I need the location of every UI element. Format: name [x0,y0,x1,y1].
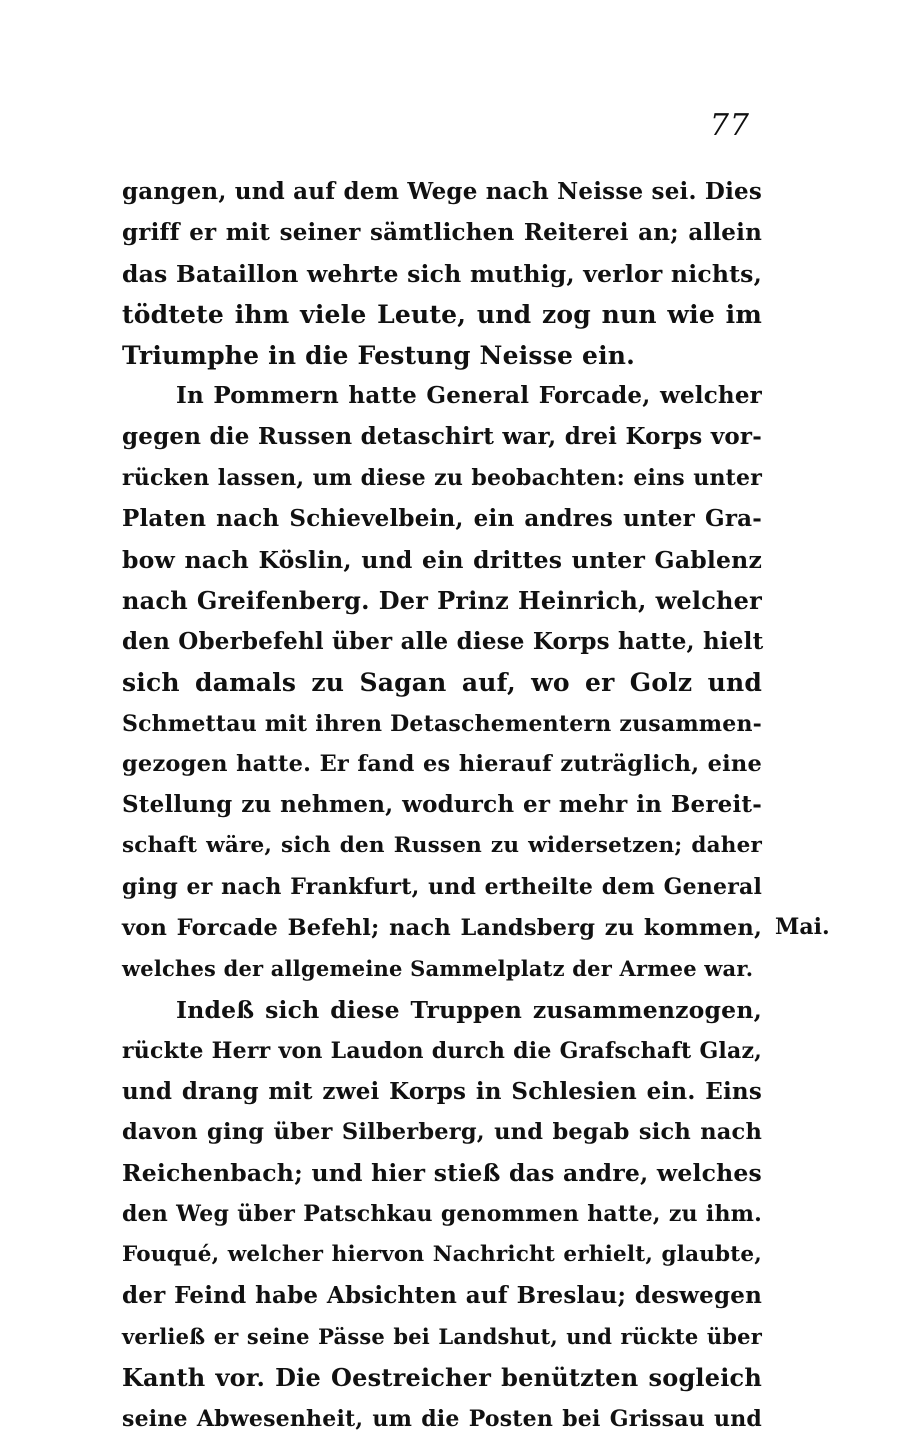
text-line: nach Greifenberg. Der Prinz Heinrich, welcher [122,585,762,615]
margin-note: Mai. [775,914,830,940]
text-line: gezogen hatte. Er fand es hierauf zuträglich, eine [122,751,762,778]
text-line: schaft wäre, sich den Russen zu widersetzen; daher [122,833,762,859]
text-line: Stellung zu nehmen, wodurch er mehr in Bereit- [122,791,762,819]
text-line: rücken lassen, um diese zu beobachten: eins unter [122,465,762,492]
text-line: Platen nach Schievelbein, ein andres unter Gra- [122,505,762,533]
text-line: In Pommern hatte General Forcade, welcher [176,382,762,410]
text-line: der Feind habe Absichten auf Breslau; deswegen [122,1282,762,1310]
text-line: Reichenbach; und hier stieß das andre, welches [122,1159,762,1188]
text-line: tödtete ihm viele Leute, und zog nun wie im [122,299,762,329]
text-line: welches der allgemeine Sammelplatz der Armee war. [122,955,754,981]
text-line: Triumphe in die Festung Neisse ein. [122,340,636,370]
text-line: den Oberbefehl über alle diese Korps hatte, hielt [122,627,764,655]
text-line: den Weg über Patschkau genommen hatte, zu ihm. [122,1201,762,1228]
text-line: Kanth vor. Die Oestreicher benützten sogleich [122,1362,762,1392]
text-line: griff er mit seiner sämtlichen Reiterei an; allein [122,218,762,246]
text-line: bow nach Köslin, und ein drittes unter Gablenz [122,546,762,575]
text-line: Fouqué, welcher hiervon Nachricht erhielt, glaubte, [122,1242,762,1268]
text-line: davon ging über Silberberg, und begab sich nach [122,1119,762,1146]
text-line: rückte Herr von Laudon durch die Grafschaft Glaz, [122,1037,762,1064]
text-line: Indeß sich diese Truppen zusammenzogen, [176,995,762,1024]
text-line: sich damals zu Sagan auf, wo er Golz und [122,667,762,697]
text-line: gegen die Russen detaschirt war, drei Korps vor- [122,423,762,451]
text-line: und drang mit zwei Korps in Schlesien ein. Eins [122,1077,762,1105]
text-line: von Forcade Befehl; nach Landsberg zu kommen, [122,915,762,942]
page-number: 77 [709,108,750,143]
body-text [122,172,762,1440]
text-line: ging er nach Frankfurt, und ertheilte dem General [122,874,762,901]
text-line: Schmettau mit ihren Detaschementern zusammen- [122,710,762,737]
text-line: gangen, und auf dem Wege nach Neisse sei. Dies [122,178,762,205]
text-line: das Bataillon wehrte sich muthig, verlor nichts, [122,259,762,288]
text-line: seine Abwesenheit, um die Posten bei Grissau und [122,1405,762,1432]
text-line: verließ er seine Pässe bei Landshut, und rückte über [122,1323,762,1349]
